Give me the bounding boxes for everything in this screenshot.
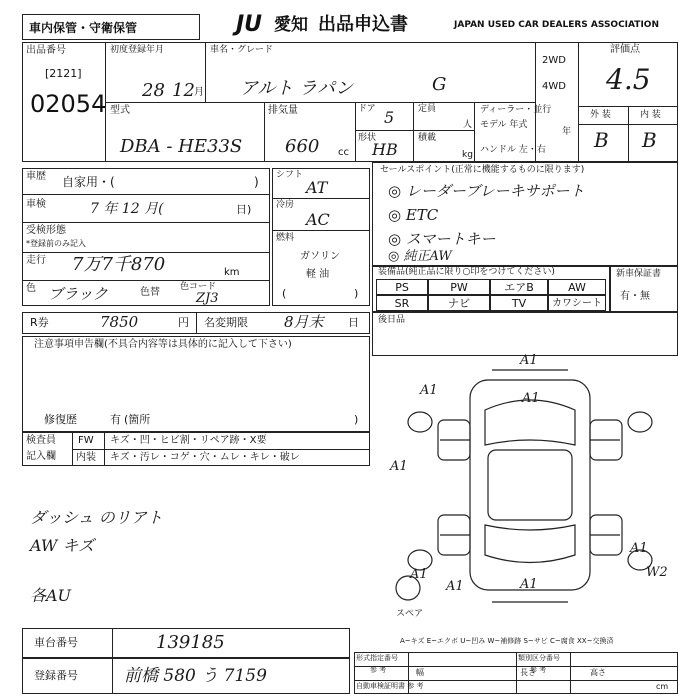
selling-item-1: ◎ レーダーブレーキサポート (388, 182, 585, 200)
plate-value: 前橋 580 う 7159 (124, 666, 267, 686)
notes-label: 注意事項申告欄(不具合内容等は具体的に記入して下さい) (34, 339, 292, 350)
form-ref-width: 幅 (416, 668, 424, 677)
doors-label: ドア (358, 104, 376, 114)
score-int-label: 内 装 (640, 110, 661, 120)
displacement-unit: cc (338, 147, 349, 158)
chassis-label: 車台番号 (34, 636, 78, 649)
inspection-label: 車検 (26, 199, 46, 210)
car-name-value: アルト ラパン (240, 78, 354, 99)
storage-box (22, 14, 200, 40)
score-label: 評価点 (610, 44, 640, 55)
score-ext-label: 外 装 (590, 110, 611, 120)
shift-value: AT (306, 178, 328, 197)
inspection-day: 日) (236, 203, 252, 216)
fuel-line2: 軽 油 (306, 269, 330, 280)
history-label: 車歴 (26, 171, 46, 182)
repair-value: 有 (110, 413, 121, 426)
history-close: ) (254, 175, 259, 189)
drive-4wd: 4WD (542, 81, 566, 92)
equip-ps: PS (376, 279, 428, 295)
car-name-label: 車名・グレード (210, 45, 274, 55)
mileage-unit: km (224, 267, 240, 278)
form-ref-unit: cm (656, 682, 669, 691)
equip-aw: AW (548, 279, 606, 295)
transfer-unit: 日 (348, 316, 359, 329)
inspector-fw-label: FW (78, 435, 94, 446)
registration-month-suffix: 月 (194, 87, 204, 98)
spare-label: スペア (396, 609, 424, 619)
recycle-value: 7850 (100, 313, 139, 331)
inspector-int-items: キズ・汚レ・コゲ・穴・ムレ・キレ・破レ (110, 452, 300, 463)
warranty-value: 有・無 (620, 291, 650, 302)
color-code-value: ZJ3 (196, 291, 219, 306)
aircon-value: AC (306, 210, 330, 229)
lot-tag: [2121] (45, 67, 82, 80)
shape-label: 形状 (358, 133, 377, 143)
transfer-label: 名変期限 (204, 316, 248, 329)
transfer-value: 8月末 (284, 313, 324, 331)
dealer-model-year: モデル 年式 (480, 120, 528, 130)
registration-month: 12 (172, 80, 195, 101)
dealer-year-unit: 年 (562, 127, 572, 137)
equipment-label: 装備品(純正品に限り○印をつけてください) (378, 267, 555, 277)
fuel-paren-close: ) (354, 287, 359, 300)
inspector-int-label: 内装 (76, 452, 96, 463)
damage-mark-hood: A1 (522, 391, 540, 406)
form-ref-r2-sub: 参 考 (530, 666, 547, 674)
fuel-label: 燃料 (276, 233, 295, 243)
score-int-value: B (642, 128, 657, 152)
score-value: 4.5 (606, 63, 651, 96)
plate-label: 登録番号 (34, 669, 78, 682)
dealer-label: ディーラー・並行 (480, 105, 552, 115)
recycle-unit: 円 (178, 316, 189, 329)
form-title: 出品申込書 (318, 14, 408, 35)
doors-value: 5 (384, 108, 395, 127)
fuel-line1: ガソリン (300, 251, 340, 262)
model-value: DBA - HE33S (120, 136, 243, 157)
form-ref-r1-sub: 参 考 (370, 666, 387, 674)
selling-item-2: ◎ ETC (388, 206, 439, 224)
color-tone-label: 色替 (140, 287, 160, 298)
damage-mark-front: A1 (520, 353, 538, 368)
diagram-legend: A~キズ E~エクボ U~凹み W~補修跡 S~サビ C~腐食 XX~交換済 (400, 637, 614, 645)
load-unit: kg (462, 150, 473, 160)
damage-mark-front-left: A1 (420, 383, 438, 398)
equip-sr: SR (376, 295, 428, 311)
score-ext-value: B (594, 128, 609, 152)
history-value: 自家用・( (62, 175, 115, 189)
color-code-label: 色コード (180, 282, 217, 292)
shape-value: HB (372, 140, 398, 159)
lot-label: 出品番号 (26, 45, 66, 56)
equip-pw: PW (428, 279, 490, 295)
selling-item-3: ◎ スマートキー (388, 230, 496, 248)
note-line-2: AW キズ (30, 536, 95, 555)
inspector-label-2: 記入欄 (26, 451, 56, 462)
displacement-value: 660 (285, 136, 320, 157)
damage-mark-left-side: A1 (390, 459, 408, 474)
mileage-label: 走行 (26, 255, 46, 266)
repair-close: ) (354, 413, 359, 426)
color-label: 色 (26, 283, 36, 294)
selling-item-4: ◎ 純正AW (388, 249, 452, 264)
equip-leather-seat: カワシート (548, 295, 606, 311)
registration-label: 初度登録年月 (110, 45, 165, 55)
form-ref-height: 高さ (590, 668, 606, 677)
inspector-fw-items: キズ・凹・ヒビ割・リペア跡・X要 (110, 435, 267, 446)
mileage-value: 7万7千870 (72, 254, 166, 275)
damage-mark-right: A1 (630, 541, 648, 556)
chassis-value: 139185 (156, 632, 225, 653)
color-value: ブラック (48, 285, 108, 303)
receipt-label: 受検形態 (26, 225, 66, 236)
repair-paren: (箇所 (124, 413, 151, 426)
model-label: 型式 (110, 105, 130, 116)
drive-2wd: 2WD (542, 55, 566, 66)
damage-mark-rear-left: A1 (410, 567, 428, 582)
later-label: 後日品 (378, 315, 406, 325)
note-line-3: 各AU (30, 586, 72, 605)
damage-mark-rear-right: W2 (646, 565, 668, 580)
damage-mark-spare: A1 (446, 579, 464, 594)
fuel-paren-open: ( (282, 287, 287, 300)
form-ref-r1-label: 形式指定番号 (356, 654, 398, 662)
registration-year: 28 (142, 80, 165, 101)
shift-label: シフト (276, 170, 304, 180)
form-ref-r2-label: 類別区分番号 (518, 654, 560, 662)
association-name: JAPAN USED CAR DEALERS ASSOCIATION (454, 20, 659, 30)
receipt-sub: *登録前のみ記入 (26, 239, 86, 248)
capacity-label: 定員 (418, 104, 437, 114)
inspection-value: 7 年 12 月( (90, 201, 164, 217)
inspector-label-1: 検査員 (26, 435, 56, 446)
repair-label: 修復歴 (44, 413, 77, 426)
lot-number: 02054 (30, 90, 107, 118)
damage-mark-rear: A1 (520, 577, 538, 592)
storage-label: 車内保管・守衛保管 (29, 21, 138, 35)
form-ref-length: 長さ (520, 668, 536, 677)
ju-logo-aichi: 愛知 (274, 15, 308, 35)
ju-logo-mark: JU (236, 12, 263, 37)
recycle-label: R券 (30, 316, 49, 329)
car-grade-value: G (432, 74, 447, 95)
displacement-label: 排気量 (268, 105, 298, 116)
form-ref-cert: 自動車検証明書 参 考 (356, 682, 424, 690)
note-line-1: ダッシュ のリアト (30, 508, 163, 527)
equip-airbag: エアB (490, 279, 548, 295)
equip-tv: TV (490, 295, 548, 311)
equip-navi: ナビ (428, 295, 490, 311)
load-label: 積載 (418, 133, 437, 143)
aircon-label: 冷房 (276, 200, 295, 210)
dealer-handle: ハンドル 左・右 (480, 145, 546, 155)
capacity-unit: 人 (463, 120, 473, 130)
selling-label: セールスポイント(正常に機能するものに限ります) (380, 165, 585, 175)
warranty-label: 新車保証書 (616, 269, 662, 279)
